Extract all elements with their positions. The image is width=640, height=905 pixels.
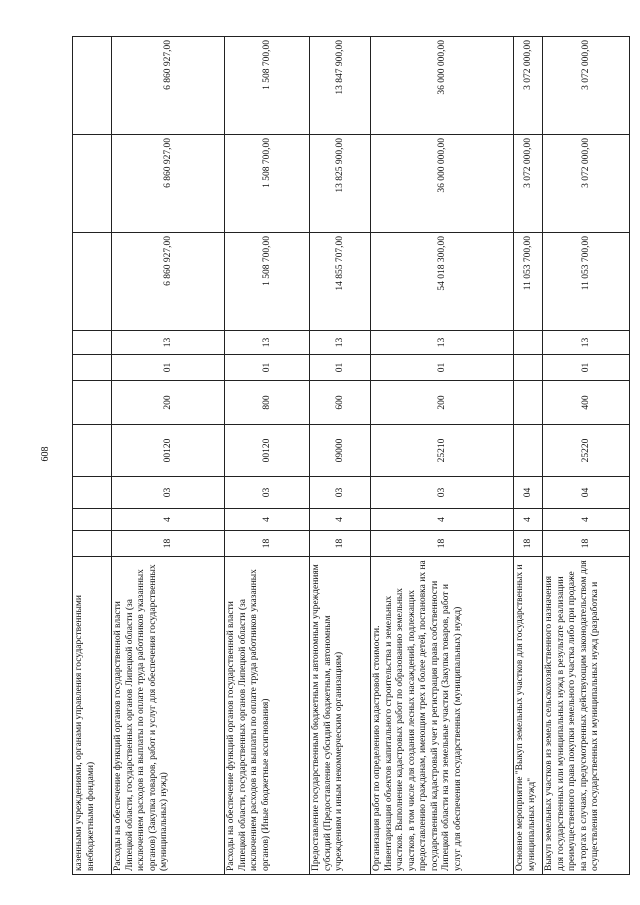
amount-cell: 3 072 000,00: [543, 135, 630, 233]
row-description: казенными учреждениями, органами управления государственными внебюджетными фондами): [73, 557, 112, 875]
amount-cell: 1 508 700,00: [225, 233, 310, 331]
amount-cell: [73, 135, 112, 233]
code-cell: [514, 381, 543, 425]
code-cell: 200: [112, 381, 225, 425]
code-cell: [73, 425, 112, 477]
amount-cell: 11 053 700,00: [543, 233, 630, 331]
amount-cell: 6 860 927,00: [112, 135, 225, 233]
code-cell: 01: [371, 355, 514, 381]
code-cell: 13: [225, 331, 310, 355]
amount-cell: 54 018 300,00: [371, 233, 514, 331]
code-cell: 4: [543, 509, 630, 531]
amount-cell: 6 860 927,00: [112, 233, 225, 331]
code-cell: 13: [543, 331, 630, 355]
table-row: [73, 37, 112, 875]
amount-cell: 14 855 707,00: [310, 233, 371, 331]
code-cell: 18: [310, 531, 371, 557]
code-cell: 01: [225, 355, 310, 381]
row-description: Организация работ по определению кадастровой стоимости. Инвентаризация объектов капитального строительства и земельных участков. Выполнение кадастровых работ по образованию земельных участков, в том числе для создания лесных насаждений, подлежащих предоставлению гражданам, имеющим трех и более детей, постановка их на государственный кадастровый учет и регистрация права собственности Липецкой области на эти земельные участки (Закупка товаров, работ и услуг для обеспечения государственных (муниципальных) нужд): [371, 557, 514, 875]
amount-cell: 13 825 900,00: [310, 135, 371, 233]
code-cell: [73, 509, 112, 531]
budget-table-rotated: [72, 37, 628, 875]
amount-cell: 6 860 927,00: [112, 37, 225, 135]
code-cell: 13: [371, 331, 514, 355]
amount-cell: 3 072 000,00: [514, 37, 543, 135]
code-cell: 18: [225, 531, 310, 557]
row-description: Расходы на обеспечение функций органов государственной власти Липецкой области, государственных органов Липецкой области (за исключением расходов на выплаты по оплате труда работников указанных органов) (Закупка товаров, работ и услуг для обеспечения государственных (муниципальных) нужд): [112, 557, 225, 875]
code-cell: [514, 355, 543, 381]
code-cell: [73, 331, 112, 355]
budget-table: [72, 36, 630, 875]
code-cell: 03: [371, 477, 514, 509]
amount-cell: 3 072 000,00: [543, 37, 630, 135]
amount-cell: 36 000 000,00: [371, 135, 514, 233]
code-cell: 25210: [371, 425, 514, 477]
code-cell: 4: [514, 509, 543, 531]
amount-cell: [73, 233, 112, 331]
table-row: [543, 37, 630, 875]
code-cell: 04: [514, 477, 543, 509]
code-cell: 18: [371, 531, 514, 557]
code-cell: 03: [112, 477, 225, 509]
table-row: [371, 37, 514, 875]
table-row: [514, 37, 543, 875]
table-row: [112, 37, 225, 875]
code-cell: 18: [514, 531, 543, 557]
code-cell: 18: [112, 531, 225, 557]
code-cell: 25220: [543, 425, 630, 477]
table-row: [310, 37, 371, 875]
amount-cell: 13 847 900,00: [310, 37, 371, 135]
code-cell: 09000: [310, 425, 371, 477]
code-cell: 00120: [225, 425, 310, 477]
code-cell: 04: [543, 477, 630, 509]
row-description: Предоставление государственным бюджетным и автономным учреждениям субсидий (Предоставление субсидий бюджетным, автономным учреждениям и иным некоммерческим организациям): [310, 557, 371, 875]
code-cell: 01: [310, 355, 371, 381]
amount-cell: 11 053 700,00: [514, 233, 543, 331]
code-cell: [73, 355, 112, 381]
row-description: Расходы на обеспечение функций органов государственной власти Липецкой области, государственных органов Липецкой области (за исключением расходов на выплаты по оплате труда работников указанных органов) (Иные бюджетные ассигнования): [225, 557, 310, 875]
code-cell: 400: [543, 381, 630, 425]
code-cell: 200: [371, 381, 514, 425]
page-number: 608: [40, 446, 51, 462]
code-cell: 4: [112, 509, 225, 531]
code-cell: [73, 381, 112, 425]
code-cell: 4: [310, 509, 371, 531]
code-cell: 800: [225, 381, 310, 425]
code-cell: 13: [310, 331, 371, 355]
code-cell: 03: [225, 477, 310, 509]
code-cell: 03: [310, 477, 371, 509]
amount-cell: [73, 37, 112, 135]
code-cell: [73, 531, 112, 557]
code-cell: 4: [225, 509, 310, 531]
code-cell: [73, 477, 112, 509]
amount-cell: 1 508 700,00: [225, 37, 310, 135]
code-cell: 13: [112, 331, 225, 355]
code-cell: 00120: [112, 425, 225, 477]
code-cell: 01: [543, 355, 630, 381]
code-cell: 4: [371, 509, 514, 531]
amount-cell: 3 072 000,00: [514, 135, 543, 233]
row-description: Основное мероприятие "Выкуп земельных участков для государственных и муниципальных нужд": [514, 557, 543, 875]
code-cell: 600: [310, 381, 371, 425]
code-cell: 18: [543, 531, 630, 557]
amount-cell: 36 000 000,00: [371, 37, 514, 135]
table-row: [225, 37, 310, 875]
code-cell: 01: [112, 355, 225, 381]
row-description: Выкуп земельных участков из земель сельскохозяйственного назначения для государственных или муниципальных нужд в результате реализации преимущественного права покупки земельного участка либо при продаже на торгах в случаях, предусмотренных действующим законодательством для осуществления государственных и муниципальных нужд (разработка и: [543, 557, 630, 875]
code-cell: [514, 331, 543, 355]
amount-cell: 1 508 700,00: [225, 135, 310, 233]
code-cell: [514, 425, 543, 477]
